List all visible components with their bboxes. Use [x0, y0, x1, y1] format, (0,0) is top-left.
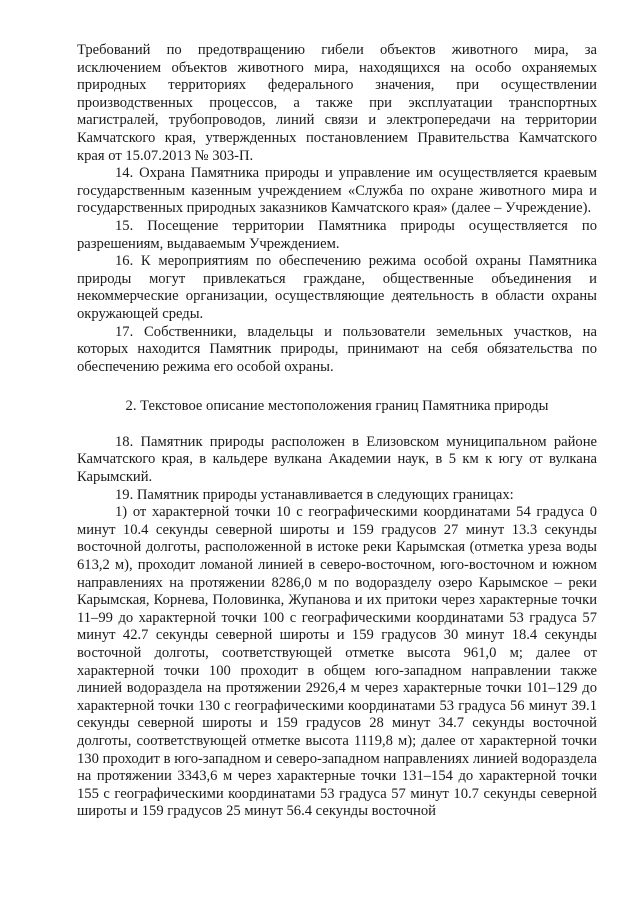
paragraph-continuation: Требований по предотвращению гибели объектов животного мира, за исключением объектов животного мира, находящихся на особо охраняемых природных территориях федерального значения, при осуществлении производственных процессов, а также при эксплуатации транспортных магистралей, трубопроводов, линий связи и электропередачи на территории Камчатского края, утвержденных постановлением Правительства Камчатского края от 15.07.2013 № 303-П. — [77, 42, 597, 164]
paragraph-14: 14. Охрана Памятника природы и управление им осуществляется краевым государственным казенным учреждением «Служба по охране животного мира и государственных природных заказников Камчатского края» (далее – Учреждение). — [77, 165, 597, 217]
paragraph-19-item-1: 1) от характерной точки 10 с географическими координатами 54 градуса 0 минут 10.4 секунды северной широты и 159 градусов 27 минут 13.3 секунды восточной долготы, расположенной в истоке реки Карымская (отметка уреза воды 613,2 м), проходит ломаной линией в северо-восточном, юго-восточном и южном направлениях на протяжении 8286,0 м по водоразделу озеро Карымское – реки Карымская, Корнева, Половинка, Жупанова и их притоки через характерные точки 11–99 до характерной точки 100 с географическими координатами 53 градуса 57 минут 42.7 секунды северной широты и 159 градусов 30 минут 18.4 секунды восточной долготы, соответствующей отметке высота 961,0 м; далее от характерной точки 100 проходит в общем юго-западном направлении также линией водораздела на протяжении 2926,4 м через характерные точки 101–129 до характерной точки 130 с географическими координатами 53 градуса 56 минут 39.1 секунды северной широты и 159 градусов 28 минут 34.7 секунды восточной долготы, соответствующей отметке высота 1119,8 м); далее от характерной точки 130 проходит в юго-западном и северо-западном направлениях линией водораздела на протяжении 3343,6 м через характерные точки 131–154 до характерной точки 155 с географическими координатами 53 градуса 57 минут 10.7 секунды северной широты и 159 градусов 25 минут 56.4 секунды восточной — [77, 504, 597, 820]
paragraph-18: 18. Памятник природы расположен в Елизовском муниципальном районе Камчатского края, в кальдере вулкана Академии наук, в 5 км к югу от вулкана Карымский. — [77, 433, 597, 486]
paragraph-19: 19. Памятник природы устанавливается в следующих границах: — [115, 486, 514, 503]
section-heading: 2. Текстовое описание местоположения границ Памятника природы — [125, 398, 549, 415]
document-page — [77, 42, 597, 821]
paragraph-16: 16. К мероприятиям по обеспечению режима особой охраны Памятника природы могут привлекаться граждане, общественные объединения и некоммерческие организации, осуществляющие деятельность в области охраны окружающей среды. — [77, 253, 597, 322]
paragraph-15: 15. Посещение территории Памятника природы осуществляется по разрешениям, выдаваемым Учреждением. — [77, 217, 597, 252]
paragraph-17: 17. Собственники, владельцы и пользователи земельных участков, на которых находится Памятник природы, принимают на себя обязательства по обеспечению режима его особой охраны. — [77, 323, 597, 375]
